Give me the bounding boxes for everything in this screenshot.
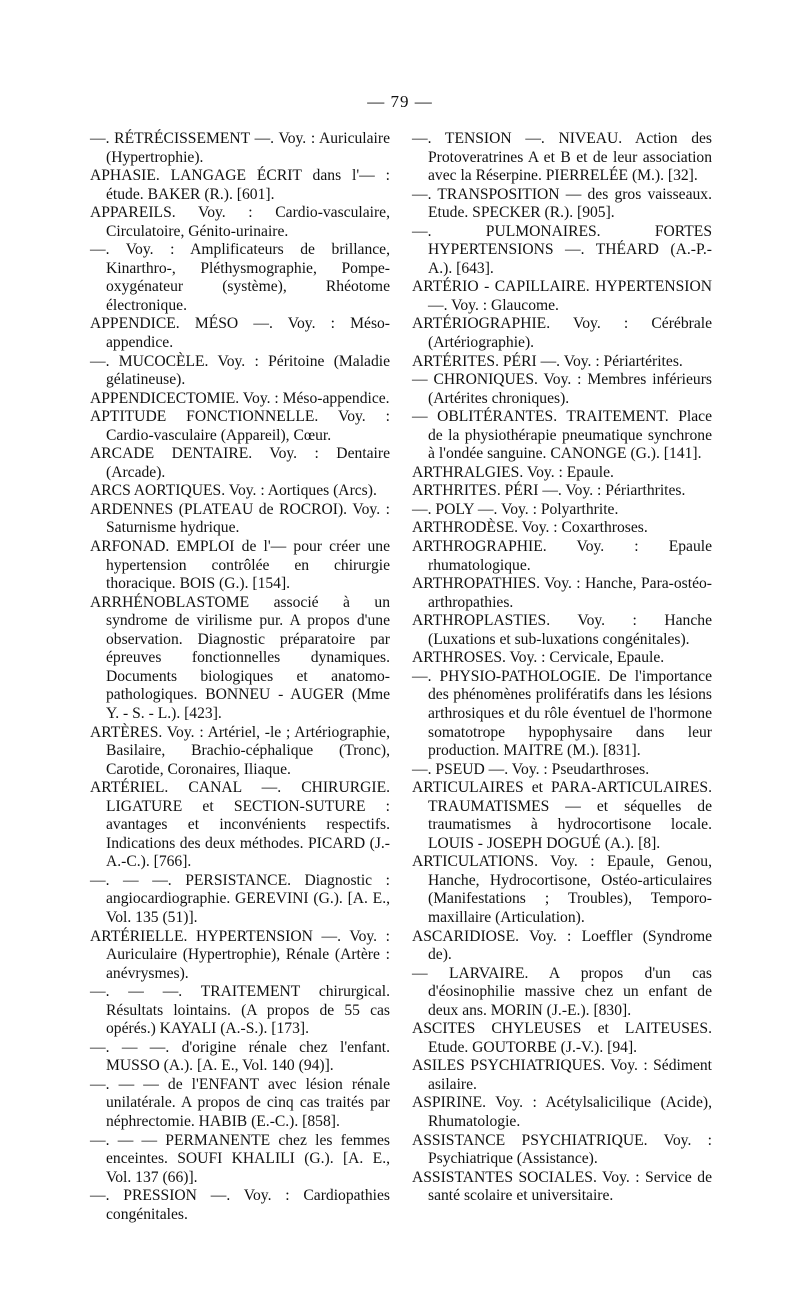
index-entry: —. — — de l'ENFANT avec lésion rénale unilatérale. A propos de cinq cas traités par néphrectomie. HABIB (E.-C.). [858]. [90,1075,390,1130]
index-entry: ARTICULAIRES et PARA-ARTICULAIRES. TRAUMATISMES — et séquelles de traumatismes à hydrocortisone locale. LOUIS - JOSEPH DOGUÉ (A.). [8]. [412,779,712,852]
index-entry: APPAREILS. Voy. : Cardio-vasculaire, Circulatoire, Génito-urinaire. [90,204,390,240]
index-entry: ARTÉRIO - CAPILLAIRE. HYPERTENSION —. Voy. : Glaucome. [412,278,712,314]
index-entry: —. PULMONAIRES. FORTES HYPERTENSIONS —. THÉARD (A.-P.-A.). [643]. [412,222,712,277]
index-entry: ARTÉRIEL. CANAL —. CHIRURGIE. LIGATURE et SECTION-SUTURE : avantages et inconvénients respectifs. Indications des deux méthodes. PICARD (J.-A.-C.). [766]. [90,779,390,871]
index-entry: —. PRESSION —. Voy. : Cardiopathies congénitales. [90,1187,390,1223]
index-entry: ARTÈRES. Voy. : Artériel, -le ; Artériographie, Basilaire, Brachio-céphalique (Tronc), Carotide, Coronaires, Iliaque. [90,723,390,778]
index-entry: —. — —. d'origine rénale chez l'enfant. MUSSO (A.). [A. E., Vol. 140 (94)]. [90,1038,390,1075]
index-entry: APPENDICECTOMIE. Voy. : Méso-appendice. [90,389,390,407]
index-entry: ARTHRODÈSE. Voy. : Coxarthroses. [412,519,648,537]
index-entry: ASILES PSYCHIATRIQUES. Voy. : Sédiment asilaire. [412,1057,712,1093]
index-entry: — OBLITÉRANTES. TRAITEMENT. Place de la physiothérapie pneumatique synchrone à l'ondée sanguine. CANONGE (G.). [141]. [412,408,712,463]
index-entry: —. — —. TRAITEMENT chirurgical. Résultats lointains. (A propos de 55 cas opérés.) KAYALI (A.-S.). [173]. [90,983,390,1038]
page-number: — 79 — [367,92,433,111]
index-entry: —. Voy. : Amplificateurs de brillance, Kinarthro-, Pléthysmographie, Pompe-oxygénateur (système), Rhéotome électronique. [90,241,390,314]
index-entry: ASCITES CHYLEUSES et LAITEUSES. Etude. GOUTORBE (J.-V.). [94]. [412,1020,712,1056]
index-entry: —. TENSION —. NIVEAU. Action des Protoveratrines A et B et de leur association avec la Réserpine. PIERRELÉE (M.). [32]. [412,130,712,185]
index-entry: ASCARIDIOSE. Voy. : Loeffler (Syndrome de). [412,927,712,964]
index-entry: —. POLY —. Voy. : Polyarthrite. [412,500,619,518]
index-entry: ARTHRALGIES. Voy. : Epaule. [412,463,614,481]
index-entry: —. MUCOCÈLE. Voy. : Péritoine (Maladie gélatineuse). [90,352,390,389]
index-entry: ARDENNES (PLATEAU de ROCROI). Voy. : Saturnisme hydrique. [90,500,390,537]
index-entry: APTITUDE FONCTIONNELLE. Voy. : Cardio-vasculaire (Appareil), Cœur. [90,408,390,444]
index-entry: APHASIE. LANGAGE ÉCRIT dans l'— : étude. BAKER (R.). [601]. [90,167,390,203]
index-entry: ASPIRINE. Voy. : Acétylsalicilique (Acide), Rhumatologie. [412,1094,712,1130]
index-entry: —. — —. PERSISTANCE. Diagnostic : angiocardiographie. GEREVINI (G.). [A. E., Vol. 135 (51)]. [90,871,390,926]
index-entry: —. RÉTRÉCISSEMENT —. Voy. : Auriculaire (Hypertrophie). [90,130,390,166]
index-entry: ARTHRITES. PÉRI —. Voy. : Périarthrites. [412,482,686,500]
index-entry: —. TRANSPOSITION — des gros vaisseaux. Etude. SPECKER (R.). [905]. [412,185,712,222]
index-entry: ARTÉRIOGRAPHIE. Voy. : Cérébrale (Artériographie). [412,315,712,352]
index-entry: ASSISTANTES SOCIALES. Voy. : Service de santé scolaire et universitaire. [412,1168,712,1205]
index-entry: ARTHROPLASTIES. Voy. : Hanche (Luxations et sub-luxations congénitales). [412,612,712,648]
index-entry: —. PHYSIO-PATHOLOGIE. De l'importance des phénomènes prolifératifs dans les lésions arthrosiques et du rôle éventuel de l'hormone somatotrope hypophysaire dans leur production. MAITRE (M.). [831]. [412,667,712,760]
right-column [412,130,712,1206]
index-entry: —. PSEUD —. Voy. : Pseudarthroses. [412,760,650,778]
index-entry: ARTÉRIELLE. HYPERTENSION —. Voy. : Auriculaire (Hypertrophie), Rénale (Artère : anévrysmes). [90,927,390,982]
index-entry: ARTÉRITES. PÉRI —. Voy. : Périartérites. [412,352,683,370]
index-entry: ARCADE DENTAIRE. Voy. : Dentaire (Arcade). [90,445,390,481]
index-entry: ARTICULATIONS. Voy. : Epaule, Genou, Hanche, Hydrocortisone, Ostéo-articulaires (Manifestations ; Troubles), Temporo-maxillaire (Articulation). [412,853,712,926]
index-entry: ASSISTANCE PSYCHIATRIQUE. Voy. : Psychiatrique (Assistance). [412,1131,712,1168]
index-entry: —. — — PERMANENTE chez les femmes enceintes. SOUFI KHALILI (G.). [A. E., Vol. 137 (66)]. [90,1131,390,1186]
index-entry: — LARVAIRE. A propos d'un cas d'éosinophilie massive chez un enfant de deux ans. MORIN (J.-E.). [830]. [412,964,712,1019]
index-entry: ARFONAD. EMPLOI de l'— pour créer une hypertension contrôlée en chirurgie thoracique. BOIS (G.). [154]. [90,538,390,593]
left-column [90,130,390,1224]
index-entry: ARTHROPATHIES. Voy. : Hanche, Para-ostéo-arthropathies. [412,575,712,611]
index-entry: APPENDICE. MÉSO —. Voy. : Méso-appendice. [90,315,390,352]
index-entry: ARTHROSES. Voy. : Cervicale, Epaule. [412,649,665,667]
index-entry: ARCS AORTIQUES. Voy. : Aortiques (Arcs). [90,482,377,500]
index-entry: ARTHROGRAPHIE. Voy. : Epaule rhumatologique. [412,538,712,574]
index-entry: — CHRONIQUES. Voy. : Membres inférieurs (Artérites chroniques). [412,371,712,407]
index-entry: ARRHÉNOBLASTOME associé à un syndrome de virilisme pur. A propos d'une observation. Diagnostic préparatoire par épreuves fonctionnelles dynamiques. Documents biologiques et anatomo-pathologiques. BONNEU - AUGER (Mme Y. - S. - L.). [423]. [90,593,390,722]
